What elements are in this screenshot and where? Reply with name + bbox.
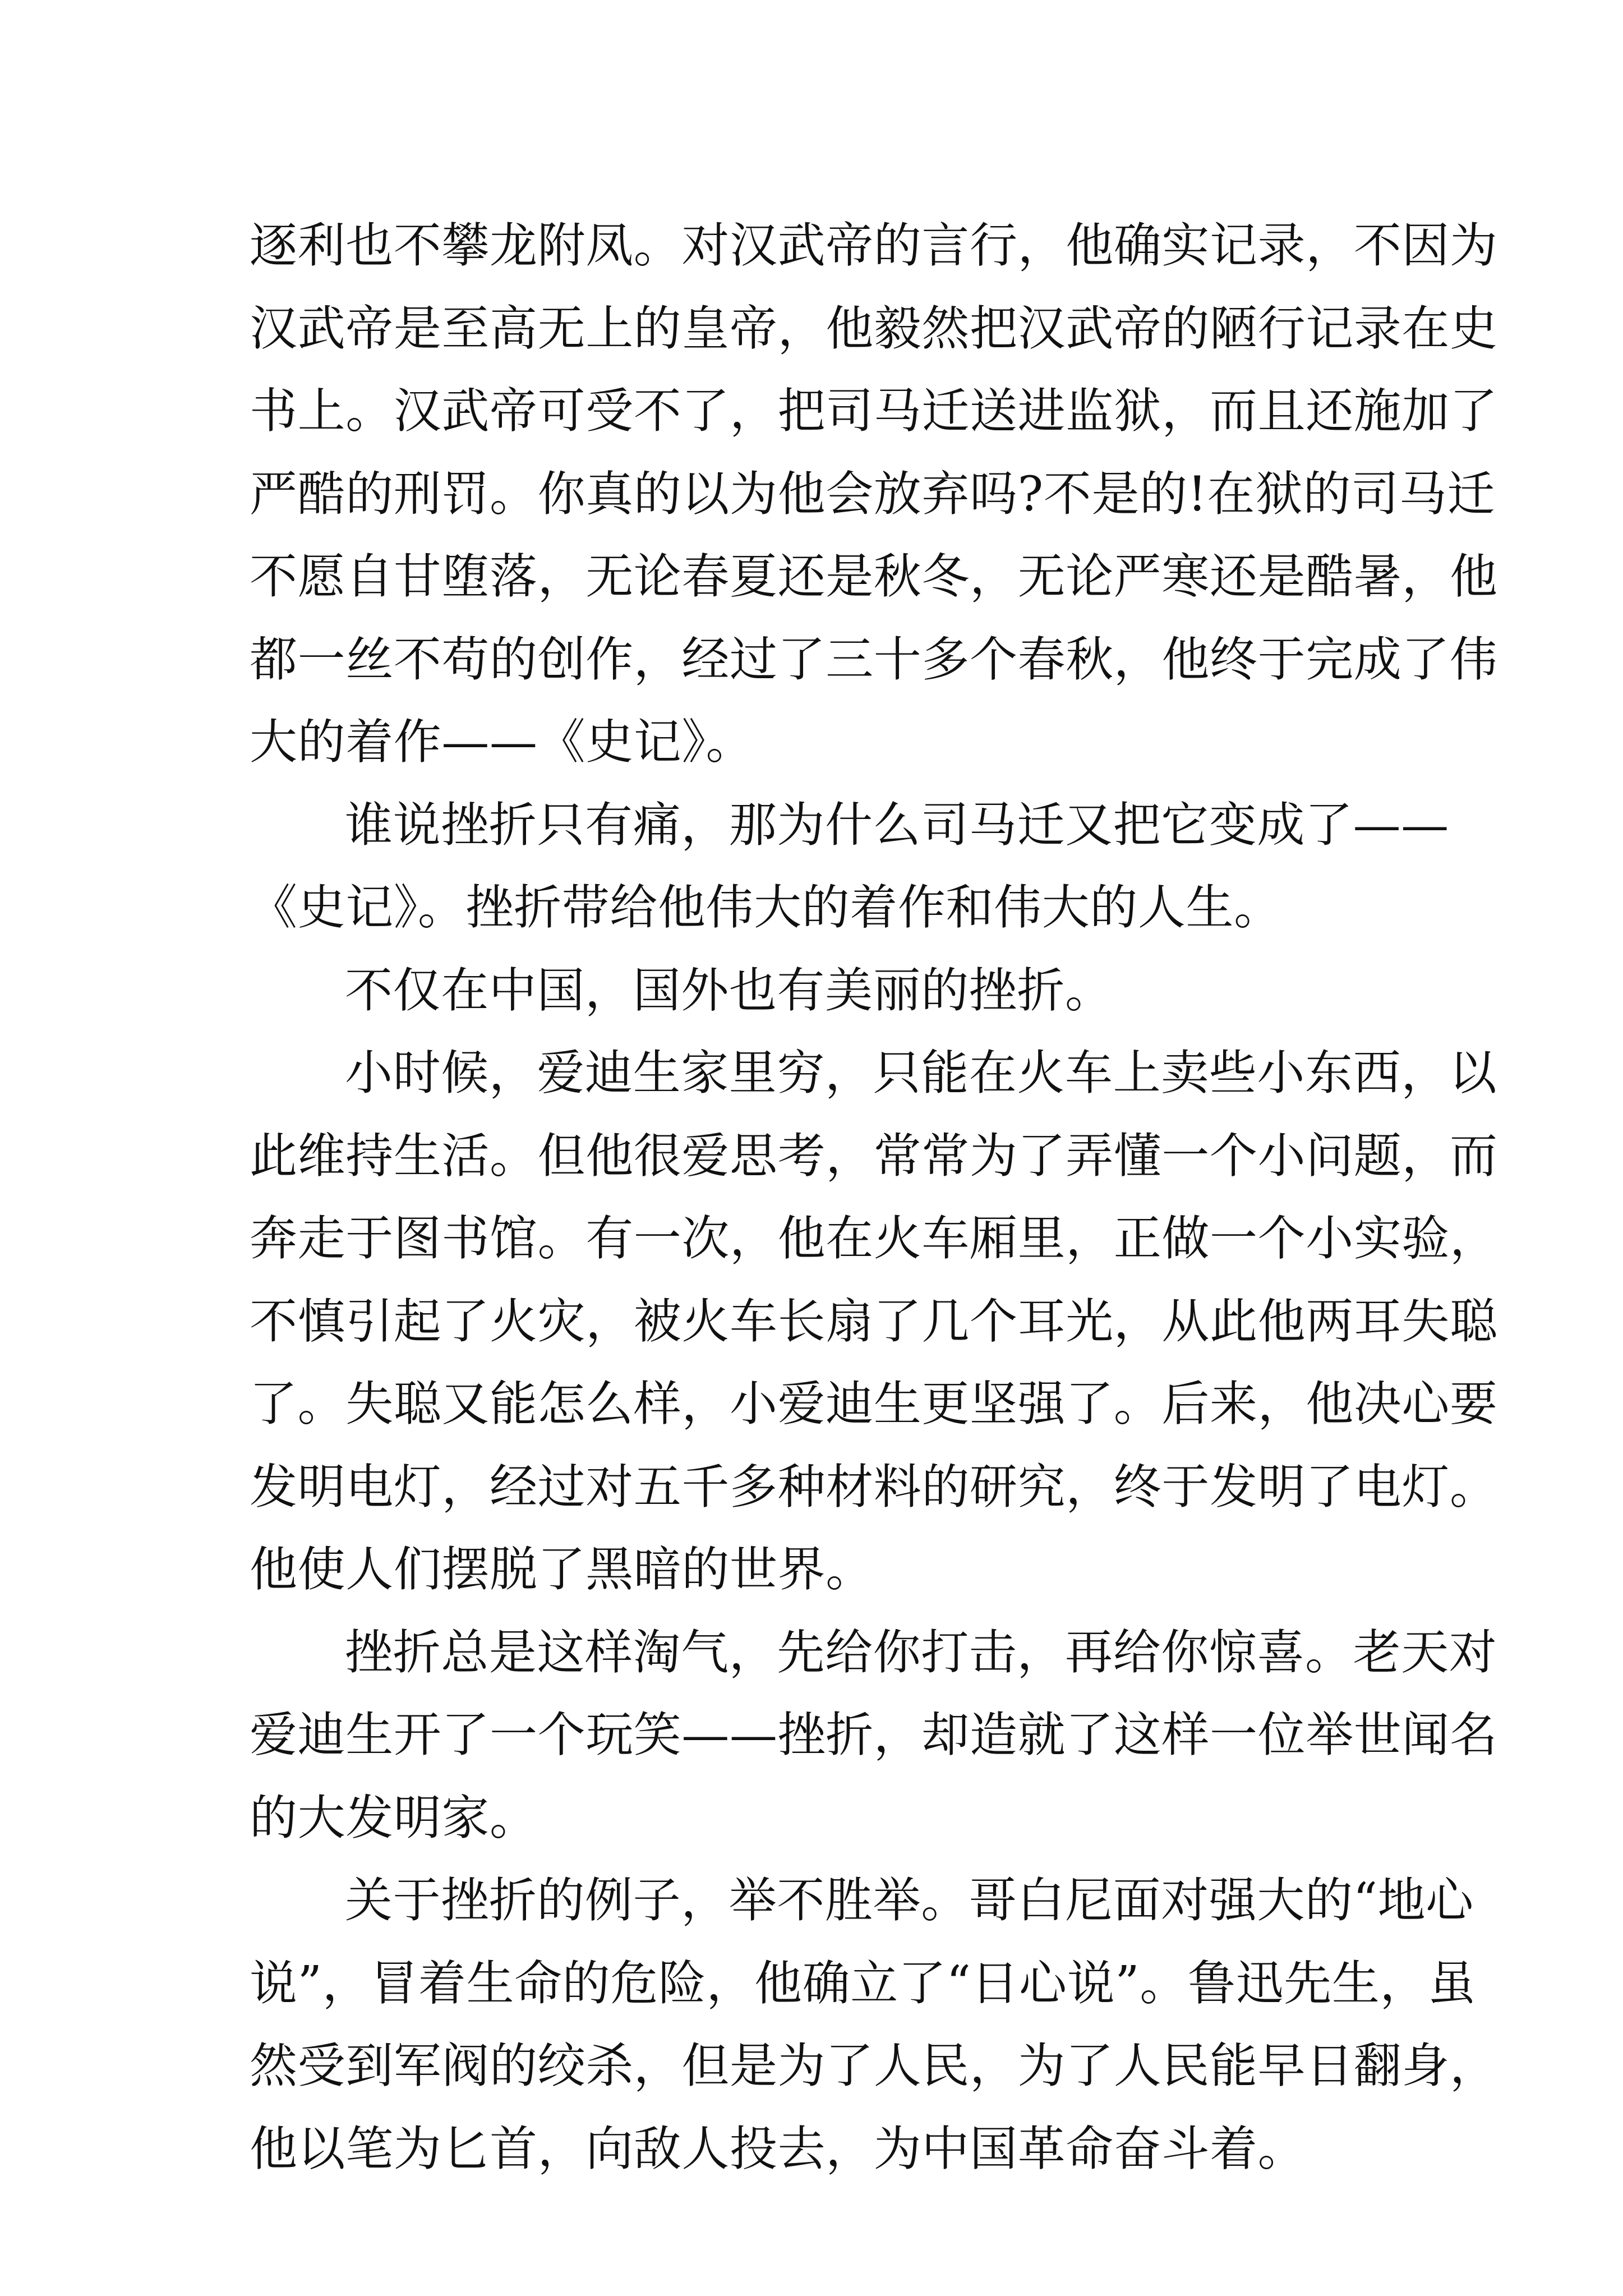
text-line: 了。失聪又能怎么样，小爱迪生更坚强了。后来，他决心要 [250,1377,1498,1432]
text-line: 此维持生活。但他很爱思考，常常为了弄懂一个小问题，而 [250,1128,1498,1184]
paragraph-more-examples [250,1860,1498,2191]
text-line: 然受到军阀的绞杀，但是为了人民，为了人民能早日翻身， [250,2039,1498,2094]
text-line: 《史记》。挫折带给他伟大的着作和伟大的人生。 [250,880,1282,936]
paragraph-sima-qian-story [250,205,1498,784]
body-text [250,205,1498,2191]
text-line: 小时候，爱迪生家里穷，只能在火车上卖些小东西，以 [345,1046,1497,1101]
text-line: 的大发明家。 [250,1790,538,1846]
text-line: 挫折总是这样淘气，先给你打击，再给你惊喜。老天对 [345,1625,1497,1681]
text-line: 逐利也不攀龙附凤。对汉武帝的言行，他确实记录，不因为 [250,218,1498,274]
text-line: 不慎引起了火灾，被火车长扇了几个耳光，从此他两耳失聪 [250,1294,1498,1350]
paragraph-sima-qian-reflection [250,784,1449,950]
paragraph-transition-abroad [250,950,1402,1033]
text-line: 发明电灯，经过对五千多种材料的研究，终于发明了电灯。 [250,1459,1498,1515]
text-line: 不愿自甘堕落，无论春夏还是秋冬，无论严寒还是酷暑，他 [250,549,1498,605]
paragraph-edison-story [250,1032,1498,1612]
text-line: 严酷的刑罚。你真的以为他会放弃吗?不是的!在狱的司马迁 [250,466,1495,522]
text-line: 大的着作——《史记》。 [250,715,754,770]
text-line: 奔走于图书馆。有一次，他在火车厢里，正做一个小实验， [250,1211,1498,1267]
text-line: 书上。汉武帝可受不了，把司马迁送进监狱，而且还施加了 [250,384,1498,439]
text-line: 爱迪生开了一个玩笑——挫折，却造就了这样一位举世闻名 [250,1708,1498,1763]
text-line: 不仅在中国，国外也有美丽的挫折。 [345,963,1113,1019]
text-line: 谁说挫折只有痛，那为什么司马迁又把它变成了—— [345,797,1449,853]
text-line: 都一丝不苟的创作，经过了三十多个春秋，他终于完成了伟 [250,632,1498,688]
paragraph-edison-reflection [250,1612,1498,1860]
text-line: 说”，冒着生命的危险，他确立了“日心说”。鲁迅先生，虽 [250,1955,1476,2012]
text-line: 汉武帝是至高无上的皇帝，他毅然把汉武帝的陋行记录在史 [250,301,1498,357]
text-line: 他以笔为匕首，向敌人投去，为中国革命奋斗着。 [250,2121,1306,2177]
text-line: 他使人们摆脱了黑暗的世界。 [250,1542,874,1598]
text-line: 关于挫折的例子，举不胜举。哥白尼面对强大的“地心 [345,1873,1474,1929]
